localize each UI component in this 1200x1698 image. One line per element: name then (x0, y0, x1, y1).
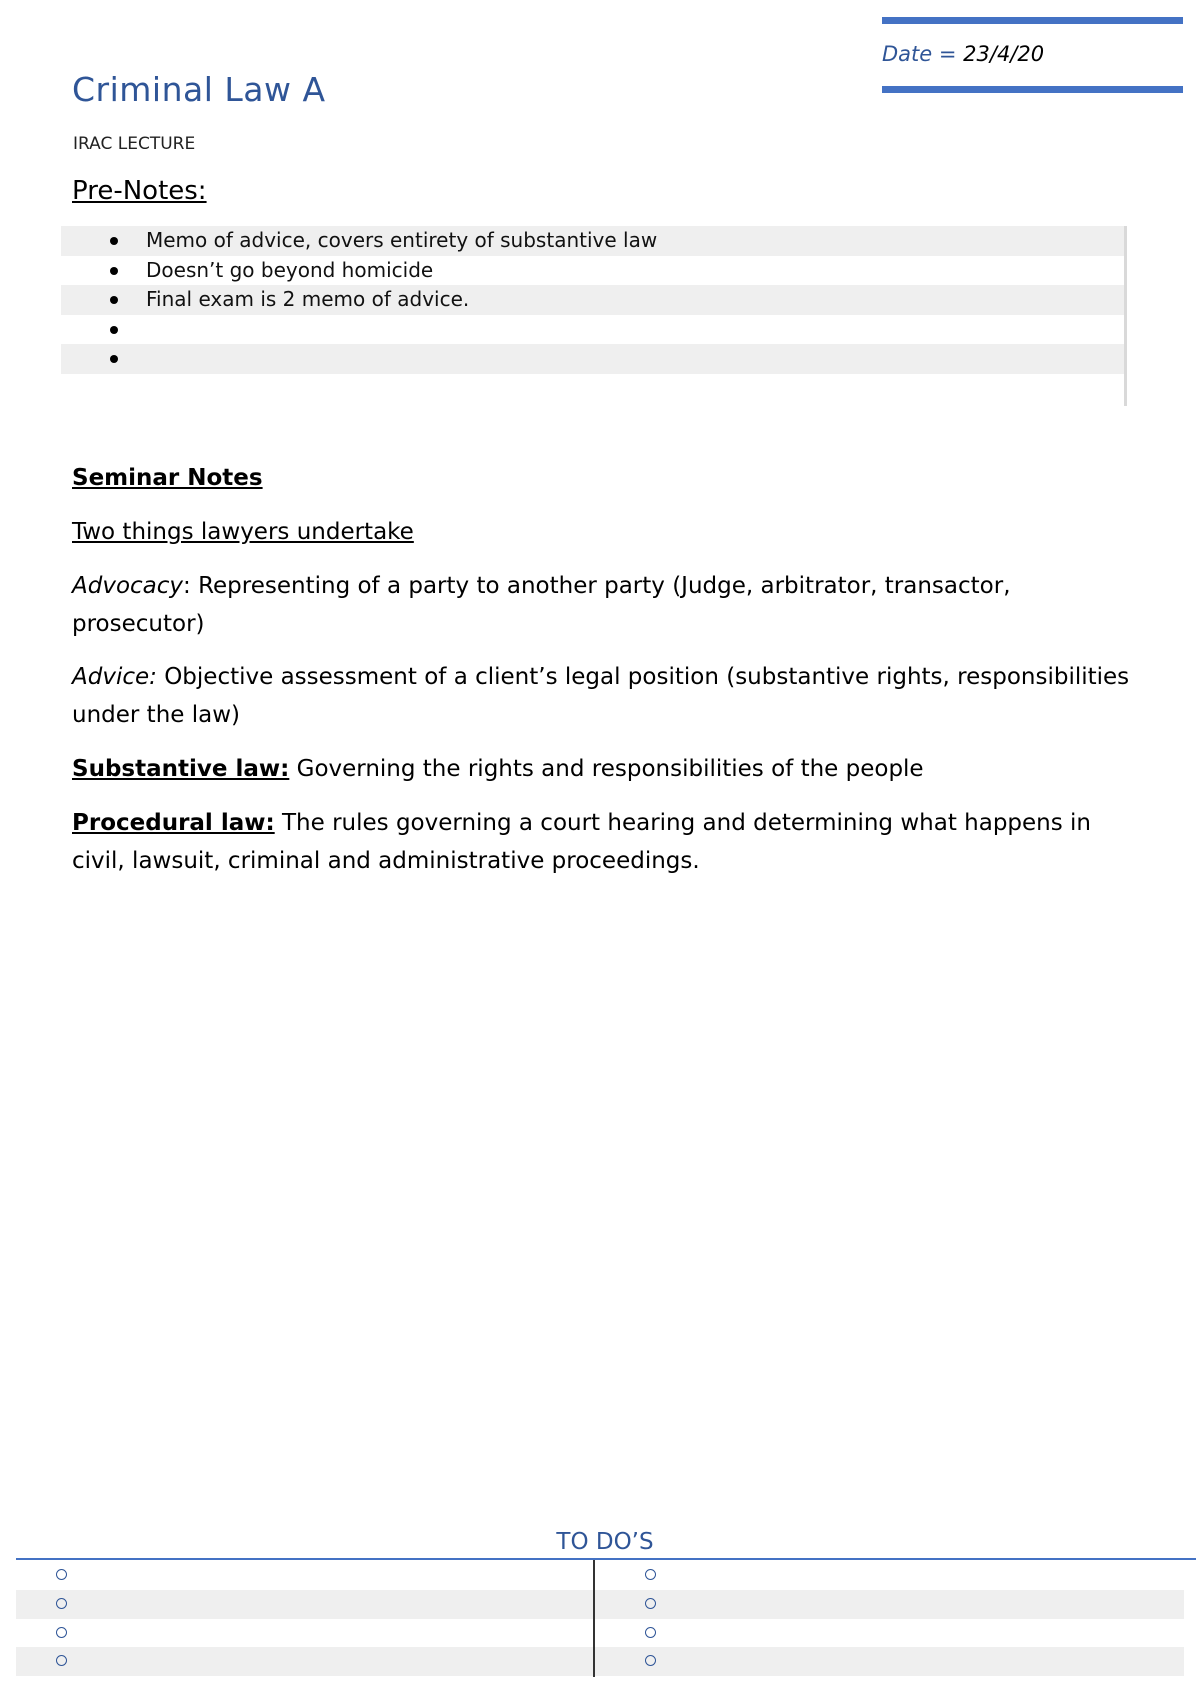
procedural-paragraph (72, 804, 1132, 880)
seminar-heading: Seminar Notes (72, 465, 263, 491)
prenotes-item-text: Memo of advice, covers entirety of substantive law (146, 228, 658, 252)
todos-column-divider (593, 1560, 595, 1677)
prenotes-item (61, 315, 1125, 345)
document-title: Criminal Law A (72, 70, 326, 109)
document-subtitle: IRAC LECTURE (73, 134, 196, 154)
date-label: Date = (882, 42, 964, 66)
prenotes-list (61, 226, 1125, 374)
todos-heading: TO DO’S (556, 1529, 654, 1555)
bullet-icon (110, 355, 118, 363)
todos-rule (16, 1558, 1196, 1560)
todo-left-4-checkbox-icon[interactable] (56, 1655, 67, 1666)
prenotes-item (61, 285, 1125, 315)
todo-row (16, 1647, 1184, 1676)
date-field (882, 42, 1044, 66)
advice-text: Objective assessment of a client’s legal position (substantive rights, responsibilities under the law) (72, 664, 1130, 728)
date-bottom-rule (882, 86, 1183, 93)
todo-right-2-checkbox-icon[interactable] (645, 1598, 656, 1609)
todo-row (16, 1619, 1184, 1648)
todo-right-1-checkbox-icon[interactable] (645, 1569, 656, 1580)
prenotes-item (61, 256, 1125, 286)
prenotes-box (61, 226, 1127, 406)
todo-left-2-checkbox-icon[interactable] (56, 1598, 67, 1609)
bullet-icon (110, 267, 118, 275)
prenotes-item (61, 344, 1125, 374)
procedural-text: The rules governing a court hearing and determining what happens in civil, lawsuit, criminal and administrative proceedings. (72, 810, 1092, 874)
substantive-text: Governing the rights and responsibilities of the people (289, 756, 924, 782)
advocacy-term: Advocacy (72, 573, 184, 599)
advocacy-paragraph (72, 567, 1132, 643)
todo-left-1-checkbox-icon[interactable] (56, 1569, 67, 1580)
todo-left-3-checkbox-icon[interactable] (56, 1627, 67, 1638)
date-value: 23/4/20 (963, 42, 1045, 66)
todo-row (16, 1590, 1184, 1619)
todo-right-4-checkbox-icon[interactable] (645, 1655, 656, 1666)
substantive-paragraph (72, 750, 1132, 788)
prenotes-right-border (1124, 226, 1127, 406)
bullet-icon (110, 237, 118, 245)
bullet-icon (110, 296, 118, 304)
advice-paragraph (72, 658, 1132, 734)
prenotes-item (61, 226, 1125, 256)
prenotes-item-text: Doesn’t go beyond homicide (146, 257, 434, 282)
date-top-rule (882, 17, 1183, 24)
prenotes-heading: Pre-Notes: (72, 176, 207, 206)
procedural-term: Procedural law: (72, 810, 275, 836)
bullet-icon (110, 326, 118, 334)
substantive-term: Substantive law: (72, 756, 290, 782)
seminar-subheading: Two things lawyers undertake (72, 519, 414, 545)
todo-right-3-checkbox-icon[interactable] (645, 1627, 656, 1638)
todo-row (16, 1561, 1184, 1590)
prenotes-item-text: Final exam is 2 memo of advice. (146, 287, 470, 311)
advice-term: Advice: (72, 664, 157, 690)
advocacy-text: : Representing of a party to another party (Judge, arbitrator, transactor, prosecutor) (72, 573, 1011, 637)
